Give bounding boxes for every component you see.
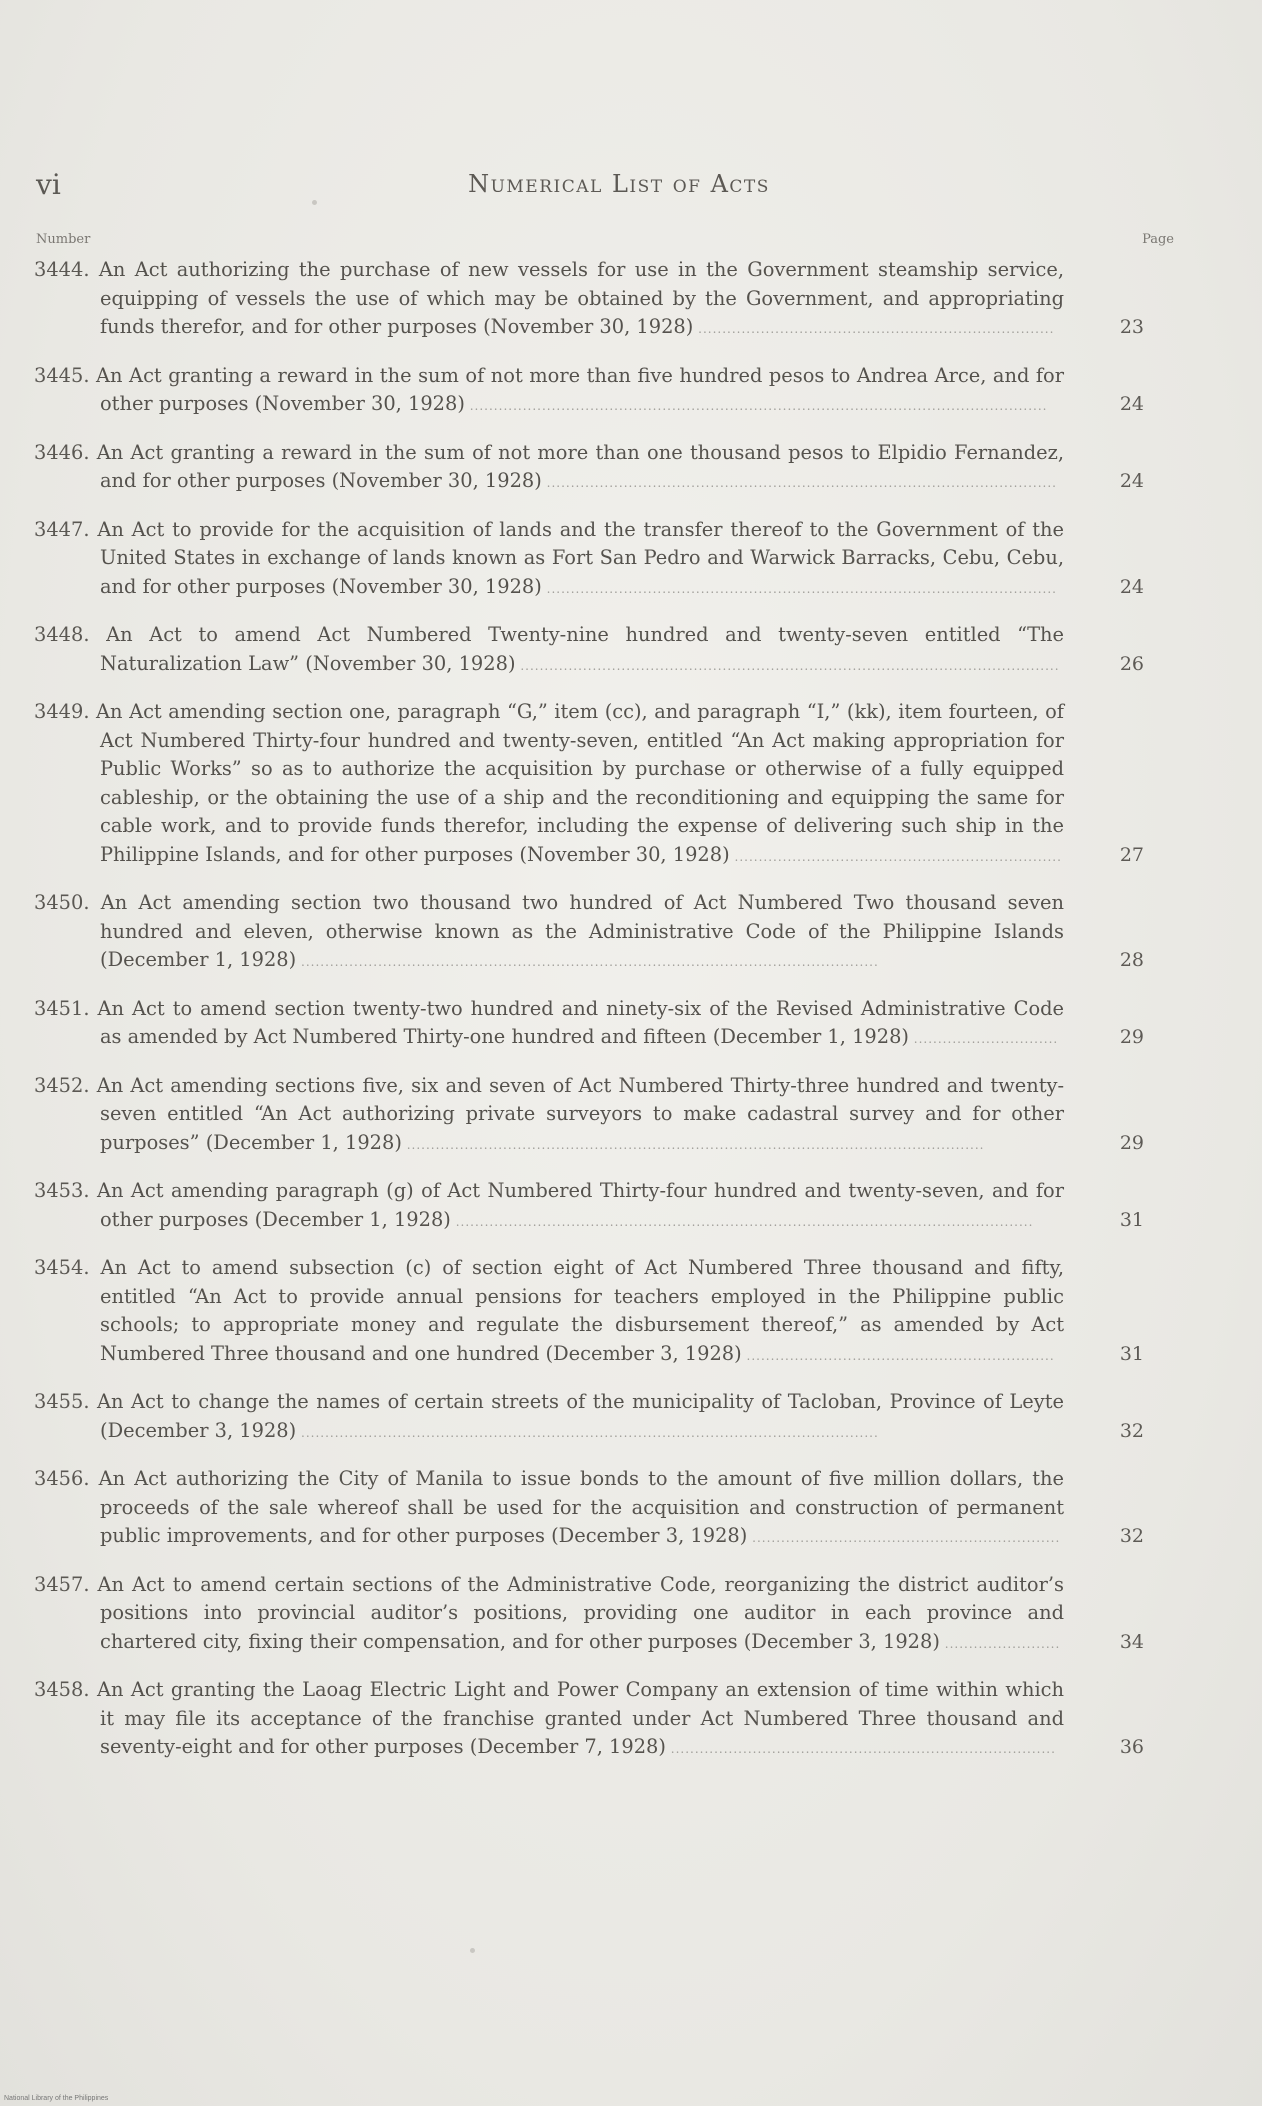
- list-item: [34, 889, 1144, 977]
- list-item: [34, 698, 1144, 871]
- act-number: 3453.: [34, 1179, 90, 1202]
- act-page-number: 32: [1119, 1525, 1144, 1547]
- act-title: An Act granting a reward in the sum of not more than one thousand pesos to Elpidio Fernandez, and for other purposes (November 30, 1928): [96, 440, 1064, 492]
- act-title: An Act amending section two thousand two hundred of Act Numbered Two thousand seven hundred and eleven, otherwise known as the Administrative Code of the Philippine Islands (December 1, 1928): [100, 891, 1064, 971]
- act-entry-text: [34, 362, 1064, 421]
- act-entry-text: [34, 621, 1064, 680]
- act-number: 3457.: [34, 1572, 90, 1596]
- list-item: [34, 621, 1144, 680]
- act-page-number: 23: [1119, 316, 1144, 338]
- list-item: [34, 1254, 1144, 1370]
- leader-dots: ................................................................: [741, 1348, 1055, 1363]
- list-item: [34, 256, 1144, 344]
- act-number: 3456.: [34, 1467, 90, 1490]
- act-number: 3446.: [34, 440, 90, 464]
- act-entry-text: [34, 1571, 1064, 1659]
- act-number: 3448.: [34, 623, 90, 646]
- act-entry-text: [34, 256, 1064, 344]
- act-page-number: 29: [1119, 1131, 1144, 1154]
- list-item: [34, 362, 1144, 421]
- paper-speck: [470, 1948, 475, 1953]
- act-page-number: 31: [1119, 1342, 1144, 1365]
- paper-speck: [312, 200, 317, 205]
- act-page-number: 36: [1119, 1736, 1144, 1758]
- act-title: An Act granting a reward in the sum of not more than five hundred pesos to Andrea Arce, and for other purposes (November 30, 1928): [96, 363, 1064, 415]
- act-title: An Act to amend section twenty-two hundred and ninety-six of the Revised Administrative Code as amended by Act Numbered Thirty-one hundred and fifteen (December 1, 1928): [97, 996, 1064, 1048]
- act-title: An Act amending paragraph (g) of Act Numbered Thirty-four hundred and twenty-seven, and for other purposes (December 1, 1928): [96, 1179, 1065, 1231]
- act-entry-text: [34, 1388, 1064, 1447]
- page-number: vi: [36, 168, 61, 201]
- act-title: An Act to amend Act Numbered Twenty-nine hundred and twenty-seven entitled “The Naturalization Law” (November 30, 1928): [100, 623, 1064, 675]
- leader-dots: ..........................................................................................................: [541, 476, 1057, 490]
- act-entry-text: [34, 1676, 1064, 1764]
- act-title: An Act to amend subsection (c) of section eight of Act Numbered Three thousand and fifty, entitled “An Act to provide annual pensions for teachers employed in the Philippine public schools; to appropriate money and regulate the disbursement thereof,” as amended by Act Numbered Three thousand and one hundred (December 3, 1928): [100, 1256, 1065, 1365]
- leader-dots: ........................: [939, 1636, 1061, 1651]
- act-title: An Act amending sections five, six and seven of Act Numbered Thirty-three hundred and twenty-seven entitled “An Act authorizing private surveyors to make cadastral survey and for other purposes” (December 1, 1928): [96, 1073, 1064, 1154]
- list-item: [34, 995, 1144, 1054]
- leader-dots: ..........................................................................: [693, 322, 1055, 336]
- list-item: [34, 1571, 1144, 1659]
- footer-note: National Library of the Philippines: [4, 2095, 109, 2102]
- act-page-number: 27: [1119, 843, 1144, 866]
- column-heading-page: Page: [1142, 232, 1174, 247]
- act-title: An Act to provide for the acquisition of lands and the transfer thereof to the Government of the United States in exchange of lands known as Fort San Pedro and Warwick Barracks, Cebu, Cebu, and for other purposes (November 30, 1928): [97, 517, 1064, 598]
- leader-dots: ..............................: [908, 1032, 1059, 1046]
- act-entry-text: [34, 698, 1064, 871]
- act-entry-text: [34, 516, 1064, 604]
- act-entry-text: [34, 889, 1064, 977]
- act-page-number: 31: [1119, 1208, 1144, 1231]
- act-title: An Act authorizing the purchase of new vessels for use in the Government steamship service, equipping of vessels the use of which may be obtained by the Government, and appropriating funds therefor, and for other purposes (November 30, 1928): [98, 258, 1064, 338]
- act-page-number: 28: [1119, 949, 1144, 971]
- act-number: 3444.: [34, 258, 90, 281]
- leader-dots: ........................................................................................................................: [450, 1214, 1034, 1229]
- act-page-number: 24: [1119, 575, 1144, 598]
- act-number: 3449.: [34, 700, 90, 723]
- act-page-number: 34: [1119, 1630, 1144, 1653]
- act-page-number: 24: [1119, 393, 1144, 415]
- leader-dots: ................................................................................................................: [515, 658, 1060, 673]
- act-page-number: 24: [1119, 470, 1144, 492]
- column-heading-number: Number: [36, 232, 91, 247]
- act-number: 3447.: [34, 517, 90, 541]
- act-entry-text: [34, 1465, 1064, 1553]
- column-headings: [36, 232, 1174, 254]
- act-entry-text: [34, 995, 1064, 1054]
- act-entry-text: [34, 1072, 1064, 1160]
- page-header: [36, 168, 1202, 208]
- act-number: 3452.: [34, 1073, 90, 1097]
- leader-dots: ..........................................................................................................: [541, 581, 1057, 596]
- acts-list: [34, 256, 1144, 1782]
- act-page-number: 29: [1119, 1026, 1144, 1048]
- leader-dots: ....................................................................: [729, 849, 1062, 864]
- act-page-number: 26: [1119, 652, 1144, 675]
- act-number: 3458.: [34, 1678, 90, 1701]
- list-item: [34, 1388, 1144, 1447]
- leader-dots: ........................................................................................................................: [296, 1425, 879, 1440]
- page-title: Numerical List of Acts: [468, 170, 770, 198]
- leader-dots: ................................................................: [747, 1531, 1061, 1545]
- act-number: 3451.: [34, 996, 90, 1020]
- leader-dots: ........................................................................................................................: [401, 1137, 985, 1152]
- act-number: 3454.: [34, 1256, 90, 1279]
- list-item: [34, 1072, 1144, 1160]
- act-number: 3445.: [34, 363, 90, 387]
- act-number: 3455.: [34, 1390, 90, 1413]
- leader-dots: ................................................................................: [665, 1742, 1056, 1756]
- act-title: An Act to change the names of certain streets of the municipality of Tacloban, Province of Leyte (December 3, 1928): [97, 1390, 1065, 1442]
- act-title: An Act granting the Laoag Electric Light and Power Company an extension of time within which it may file its acceptance of the franchise granted under Act Numbered Three thousand and seventy-eight and for other purposes (December 7, 1928): [96, 1678, 1064, 1758]
- act-entry-text: [34, 1254, 1064, 1370]
- list-item: [34, 1465, 1144, 1553]
- list-item: [34, 1177, 1144, 1236]
- leader-dots: ........................................................................................................................: [464, 399, 1048, 413]
- list-item: [34, 439, 1144, 498]
- act-entry-text: [34, 439, 1064, 498]
- list-item: [34, 516, 1144, 604]
- act-title: An Act to amend certain sections of the Administrative Code, reorganizing the district auditor’s positions into provincial auditor’s positions, providing one auditor in each province and chartered city, fixing their compensation, and for other purposes (December 3, 1928): [97, 1572, 1064, 1653]
- leader-dots: ........................................................................................................................: [296, 955, 879, 969]
- act-number: 3450.: [34, 891, 90, 914]
- act-title: An Act authorizing the City of Manila to issue bonds to the amount of five million dollars, the proceeds of the sale whereof shall be used for the acquisition and construction of permanent public improvements, and for other purposes (December 3, 1928): [98, 1467, 1064, 1547]
- act-page-number: 32: [1119, 1419, 1144, 1442]
- act-entry-text: [34, 1177, 1064, 1236]
- act-title: An Act amending section one, paragraph “G,” item (cc), and paragraph “I,” (kk), item fourteen, of Act Numbered Thirty-four hundred and twenty-seven, entitled “An Act making appropriation for Public Works” so as to authorize the acquisition by purchase or otherwise of a fully equipped cableship, or the obtaining the use of a ship and the reconditioning and equipping the same for cable work, and to provide funds therefor, including the expense of delivering such ship in the Philippine Islands, and for other purposes (November 30, 1928): [96, 700, 1064, 866]
- list-item: [34, 1676, 1144, 1764]
